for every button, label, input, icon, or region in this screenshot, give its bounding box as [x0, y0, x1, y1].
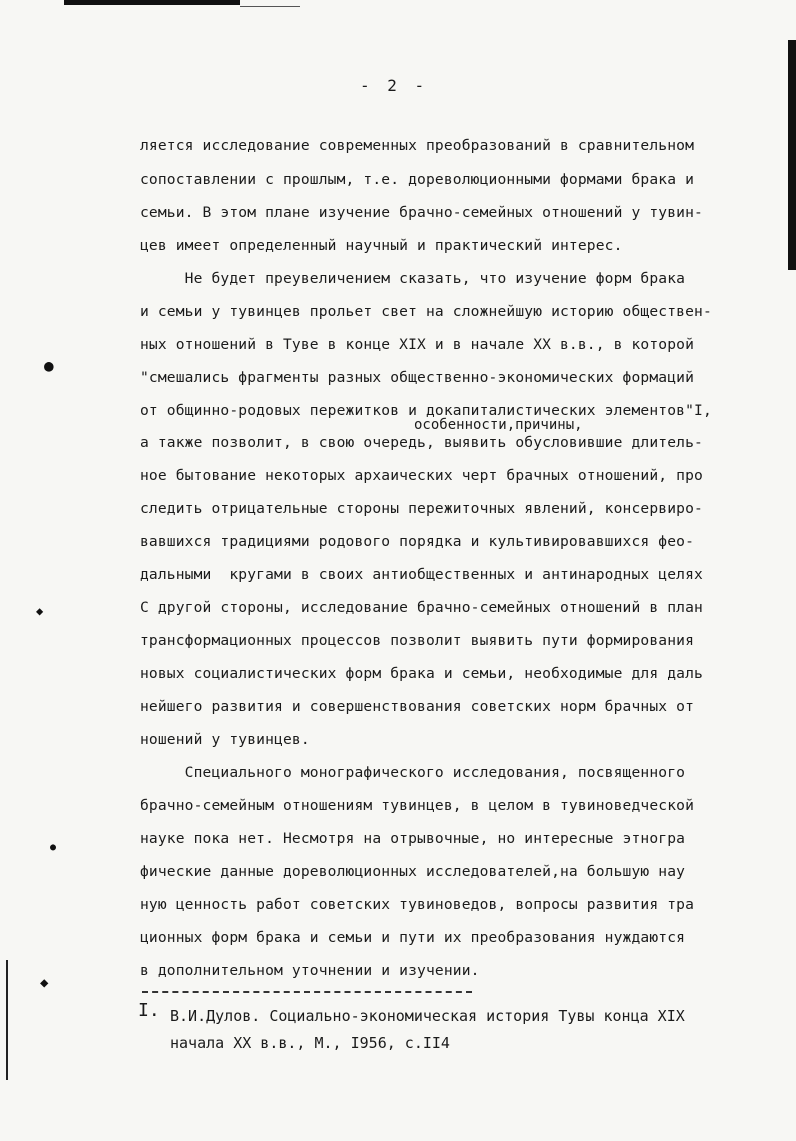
text-line: сопоставлении с прошлым, т.е. дореволюционными формами брака и: [140, 171, 695, 188]
handwritten-insertion: особенности,причины,: [414, 417, 583, 433]
scan-speck: ●: [50, 842, 57, 853]
text-line: трансформационных процессов позволит выявить пути формирования: [140, 632, 695, 649]
text-line: ное бытование некоторых архаических черт брачных отношений, про: [140, 467, 703, 484]
scan-edge-mark: [240, 6, 300, 7]
text-line: науке пока нет. Несмотря на отрывочные, но интересные этногра: [140, 830, 686, 847]
scan-speck: ◆: [40, 975, 49, 991]
scan-edge-mark: [6, 960, 8, 1080]
text-line: ляется исследование современных преобразований в сравнительном: [140, 137, 695, 154]
text-line: от общинно-родовых пережитков и докапиталистических элементов"I,: [140, 402, 712, 419]
text-line: ную ценность работ советских тувиноведов, вопросы развития тра: [140, 896, 695, 913]
footnote-mark: I.: [138, 1000, 160, 1021]
scan-edge-mark: [64, 0, 240, 5]
text-line: цев имеет определенный научный и практический интерес.: [140, 237, 623, 254]
text-line: нейшего развития и совершенствования советских норм брачных от: [140, 698, 695, 715]
text-line: брачно-семейным отношениям тувинцев, в целом в тувиноведческой: [140, 797, 695, 814]
text-line: ношений у тувинцев.: [140, 731, 310, 748]
text-line: фические данные дореволюционных исследователей,на большую нау: [140, 863, 686, 880]
text-line: в дополнительном уточнении и изучении.: [140, 962, 480, 979]
scan-speck: ●: [44, 356, 54, 375]
text-line: следить отрицательные стороны пережиточных явлений, консервиро-: [140, 500, 703, 517]
text-line: С другой стороны, исследование брачно-семейных отношений в план: [140, 599, 703, 616]
text-line: новых социалистических форм брака и семьи, необходимые для даль: [140, 665, 703, 682]
text-line: Специального монографического исследования, посвященного: [140, 764, 686, 781]
text-line: а также позволит, в свою очередь, выявить обусловившие длитель-: [140, 434, 703, 451]
text-line: ционных форм брака и семьи и пути их преобразования нуждаются: [140, 929, 686, 946]
text-line: семьи. В этом плане изучение брачно-семейных отношений у тувин-: [140, 204, 703, 221]
text-line: и семьи у тувинцев прольет свет на сложнейшую историю обществен-: [140, 303, 712, 320]
text-line: "смешались фрагменты разных общественно-экономических формаций: [140, 369, 695, 386]
text-line: Не будет преувеличением сказать, что изучение форм брака: [140, 270, 686, 287]
text-line: вавшихся традициями родового порядка и культивировавшихся феo-: [140, 533, 695, 550]
footnote-text: начала XX в.в., М., I956, с.II4: [170, 1034, 450, 1052]
scan-speck: ◆: [36, 604, 44, 618]
footnote-text: В.И.Дулов. Социально-экономическая история Тувы конца XIX: [170, 1007, 685, 1025]
text-line: ных отношений в Туве в конце XIX и в начале XX в.в., в которой: [140, 336, 695, 353]
text-line: дальными кругами в своих антиобщественных и антинародных целях: [140, 566, 703, 583]
page-number: - 2 -: [360, 76, 429, 95]
scan-edge-mark: [788, 40, 796, 270]
footnote-divider: [142, 991, 472, 993]
